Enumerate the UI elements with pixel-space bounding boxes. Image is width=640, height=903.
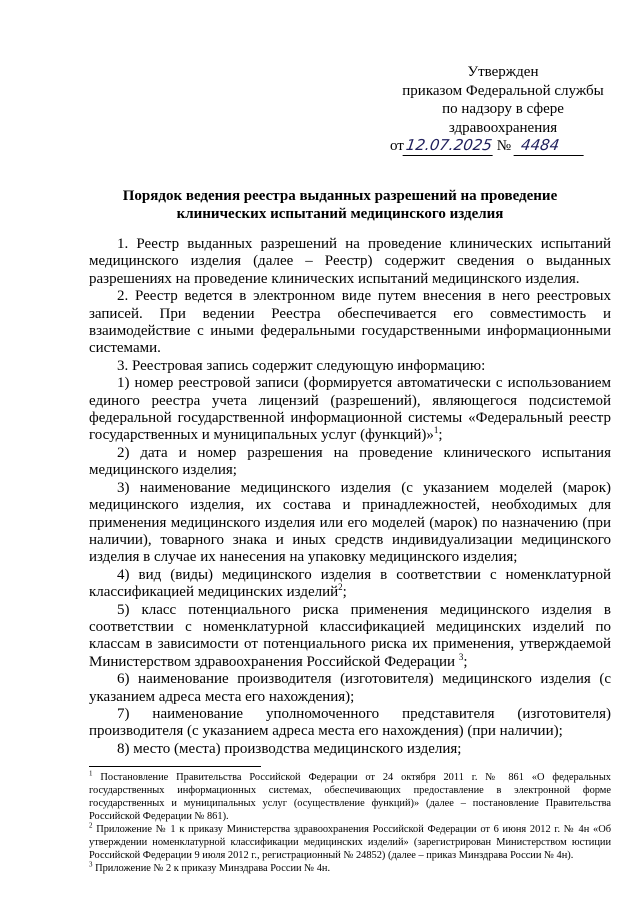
- paragraph: [89, 375, 611, 445]
- paragraph: [89, 602, 611, 672]
- footnote: [89, 862, 611, 875]
- paragraph-text: 1. Реестр выданных разрешений на проведение клинических испытаний медицинского изделия (далее – Реестр) содержит сведения о выданных разрешениях на проведение клинических испытаний медицинского изделия.: [89, 236, 611, 287]
- number-sign: №: [496, 138, 512, 154]
- footnote-mark: 2: [89, 821, 93, 830]
- footnote-mark: 3: [89, 860, 93, 869]
- paragraph: [89, 706, 611, 741]
- paragraph-text: 2. Реестр ведется в электронном виде путем внесения в него реестровых записей. При ведении Реестра обеспечивается его совместимость и взаимодействие с иными федеральными государственными информационными системами.: [89, 288, 611, 357]
- footnote-text: Постановление Правительства Российской Федерации от 24 октября 2011 г. № 861 «О федеральных государственных информационных системах, обеспечивающих предоставление в электронной форме государственных и муниципальных услуг (осуществление функций)» (далее – постановление Правительства Российской Федерации № 861).: [89, 772, 611, 822]
- paragraph-text: 3) наименование медицинского изделия (с указанием моделей (марок) медицинского изделия, их состава и принадлежностей, необходимых для применения медицинского изделия или его моделей (марок) по назначению (при наличии), товарного знака и иных средств индивидуализации медицинского изделия в случае их нанесения на упаковку медицинского изделия;: [89, 479, 611, 566]
- title-line-1: Порядок ведения реестра выданных разрешений на проведение: [122, 188, 558, 204]
- footnote: [89, 823, 611, 862]
- paragraph-tail: ;: [438, 427, 443, 444]
- paragraph: [89, 358, 611, 375]
- paragraph-tail: ;: [342, 584, 347, 601]
- paragraph-tail: ;: [463, 653, 468, 670]
- paragraph-text: 8) место (места) производства медицинского изделия;: [117, 740, 462, 757]
- paragraph-text: 6) наименование производителя (изготовителя) медицинского изделия (с указанием адреса места его нахождения);: [89, 671, 611, 705]
- footnote-reference[interactable]: 1: [433, 425, 439, 436]
- footnote-separator: [89, 766, 261, 767]
- approval-line-3: по надзору в сфере: [442, 101, 564, 117]
- footnote-text: Приложение № 1 к приказу Министерства здравоохранения Российской Федерации от 6 июня 2012 г. № 4н «Об утверждении номенклатурной классификации медицинских изделий» (зарегистрирован Министерством юстиции Российской Федерации 9 июля 2012 г., регистрационный № 24852) (далее – приказ Минздрава России № 4н).: [89, 824, 611, 861]
- paragraph-text: 4) вид (виды) медицинского изделия в соответствии с номенклатурной классификацией медицинских изделий: [89, 566, 611, 601]
- paragraph: [89, 480, 611, 567]
- document-body: [89, 236, 611, 758]
- paragraph-text: 1) номер реестровой записи (формируется автоматически с использованием единого реестра учета лицензий (разрешений), являющегося подсистемой федеральной государственной информационной системы «Федеральный реестр государственных и муниципальных услуг (функций)»: [89, 375, 611, 444]
- footnotes: [89, 771, 611, 875]
- footnote: [89, 771, 611, 823]
- date-prefix: от: [390, 138, 404, 154]
- paragraph: [89, 671, 611, 706]
- paragraph: [89, 567, 611, 602]
- paragraph-text: 2) дата и номер разрешения на проведение клинического испытания медицинского изделия;: [89, 444, 611, 479]
- footnote-text: Приложение № 2 к приказу Минздрава России № 4н.: [92, 863, 331, 874]
- title-line-2: клинических испытаний медицинского изделия: [176, 206, 504, 222]
- paragraph: [89, 741, 611, 758]
- footnote-mark: 1: [89, 769, 93, 778]
- approval-line-4: здравоохранения: [448, 119, 558, 136]
- footnote-reference[interactable]: 3: [458, 651, 464, 662]
- paragraph-text: 7) наименование уполномоченного представителя (изготовителя) производителя (с указанием адреса места его нахождения) (при наличии);: [89, 705, 611, 740]
- footnote-reference[interactable]: 2: [338, 582, 343, 593]
- paragraph-text: 5) класс потенциального риска применения медицинского изделия в соответствии с номенклатурной классификацией медицинских изделий по классам в зависимости от потенциального риска их применения, утверждаемой Министерством здравоохранения Российской Федерации: [89, 601, 611, 670]
- approval-order-details: [390, 136, 608, 156]
- handwritten-number: 4484: [514, 136, 587, 156]
- paragraph: [89, 445, 611, 480]
- handwritten-date: 12.07.2025: [402, 136, 495, 156]
- approval-line-1: Утвержден: [467, 64, 539, 80]
- document-title: [70, 187, 610, 223]
- paragraph: [89, 236, 611, 288]
- approval-line-2: приказом Федеральной службы: [402, 82, 604, 99]
- paragraph: [89, 288, 611, 358]
- approval-stamp: [390, 63, 608, 156]
- paragraph-text: 3. Реестровая запись содержит следующую информацию:: [117, 357, 486, 374]
